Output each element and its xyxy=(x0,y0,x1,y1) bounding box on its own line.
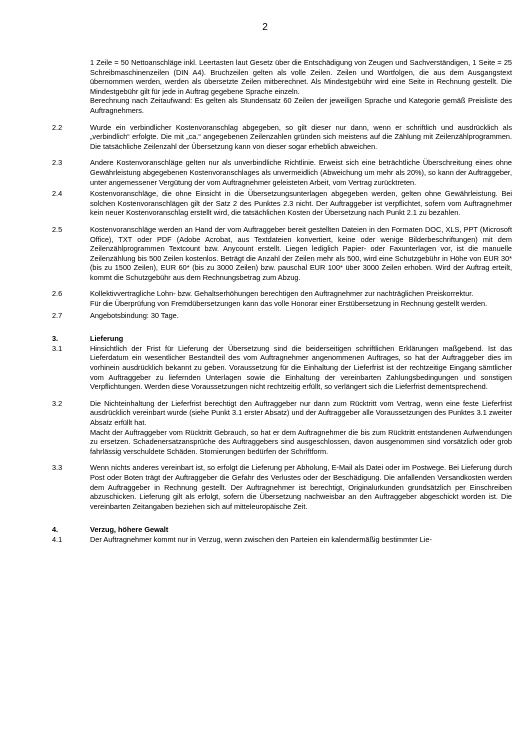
paragraph: Angebotsbindung: 30 Tage. xyxy=(90,310,179,320)
clause-number: 3.1 xyxy=(52,343,63,353)
clause-number: 2.2 xyxy=(52,122,63,132)
clause-3-1 xyxy=(52,344,512,392)
clause-number: 2.7 xyxy=(52,310,63,320)
paragraph: 1 Zeile = 50 Nettoanschläge inkl. Leertasten laut Gesetz über die Entschädigung von Zeugen und Sachverständigen, 1 Seite = 25 Schreibmaschinenzeilen (DIN A4). Bruchzeilen gelten als volle Zeilen. Zeilen und Wortfolgen, die aus dem Ausgangstext übernommen werden, werden als übersetzte Zeilen mitberechnet. Als Mindestgebühr wird eine Seite in Rechnung gestellt. Die Mindestgebühr gilt für jede in Auftrag gegebene Sprache einzeln. xyxy=(90,58,512,96)
paragraph: Berechnung nach Zeitaufwand: Es gelten als Stundensatz 60 Zeilen der jeweiligen Sprache und Kategorie gemäß Preisliste des Auftragnehmers. xyxy=(90,96,512,115)
paragraph: Der Auftragnehmer kommt nur in Verzug, wenn zwischen den Parteien ein kalendermäßig bestimmter Lie- xyxy=(90,534,432,544)
paragraph: Wenn nichts anderes vereinbart ist, so erfolgt die Lieferung per Abholung, E-Mail als Datei oder im Postwege. Bei Lieferung durch Post oder Boten trägt der Auftraggeber die Gefahr des Verlustes oder der Beschädigung. Die anfallenden Versandkosten werden dem Auftraggeber in Rechnung gestellt. Der Auftragnehmer ist berechtigt, Originalurkunden grundsätzlich per Einschreiben abzuschicken. Lieferung gilt als erfolgt, sofern die Übersetzung nachweisbar an den Auftraggeber abgeschickt worden ist. Die vereinbarten Zeitangaben beziehen sich auf mitteleuropäische Zeit. xyxy=(90,463,512,511)
intro-block xyxy=(52,58,512,116)
paragraph: Die Nichteinhaltung der Lieferfrist berechtigt den Auftraggeber nur dann zum Rücktritt vom Vertrag, wenn eine feste Lieferfrist ausdrücklich vereinbart wurde (siehe Punkt 3.1 erster Absatz) und der Auftraggeber alle Voraussetzungen des Punktes 3.1 zweiter Absatz erfüllt hat. xyxy=(90,398,512,427)
clause-number: 2.6 xyxy=(52,289,63,299)
clause-number: 3.3 xyxy=(52,463,63,473)
clause-2-7 xyxy=(52,311,512,321)
section-number: 3. xyxy=(52,334,59,344)
paragraph: Macht der Auftraggeber vom Rücktritt Gebrauch, so hat er dem Auftragnehmer die bis zum Rücktritt entstandenen Aufwendungen zu ersetzen. Schadenersatzansprüche des Auftraggebers sind ausgeschlossen, davon ausgenommen sind vorsätzlich oder grob fahrlässig verschuldete Schäden. Stornierungen bedürfen der Schriftform. xyxy=(90,427,512,456)
clause-2-5 xyxy=(52,225,512,283)
clause-number: 2.3 xyxy=(52,158,63,168)
clause-number: 2.4 xyxy=(52,189,63,199)
section-title: Lieferung xyxy=(90,334,124,344)
page-number: 2 xyxy=(262,22,268,33)
section-number: 4. xyxy=(52,525,59,535)
clause-2-2 xyxy=(52,123,512,152)
clause-3-3 xyxy=(52,463,512,511)
clause-2-4 xyxy=(52,189,512,218)
paragraph: Für die Überprüfung von Fremdübersetzungen kann das volle Honorar einer Erstübersetzung in Rechnung gestellt werden. xyxy=(90,299,488,309)
paragraph: Hinsichtlich der Frist für Lieferung der Übersetzung sind die beiderseitigen schriftlichen Erklärungen maßgebend. Ist das Lieferdatum ein wesentlicher Bestandteil des vom Auftragnehmer angenommenen Auftrages, so hat der Auftraggeber dies im vorhinein ausdrücklich bekannt zu geben. Voraussetzung für die Einhaltung der Lieferfrist ist der rechtzeitige Eingang sämtlicher vom Auftraggeber zu liefernden Unterlagen sowie die Einhaltung der vereinbarten Zahlungsbedingungen und sonstigen Verpflichtungen. Werden diese Voraussetzungen nicht rechtzeitig erfüllt, so verlängert sich die Lieferfrist dementsprechend. xyxy=(90,343,512,392)
document-body xyxy=(52,58,512,545)
clause-number: 3.2 xyxy=(52,398,63,408)
clause-4-1 xyxy=(52,535,512,545)
clause-3-2 xyxy=(52,399,512,457)
clause-number: 4.1 xyxy=(52,534,63,544)
paragraph: Kostenvoranschläge werden an Hand der vom Auftraggeber bereit gestellten Dateien in den Formaten DOC, XLS, PPT (Microsoft Office), TXT oder PDF (Adobe Acrobat, aus Textdateien konvertiert, keine oder wenige Bilderbeschriftungen) mit dem Zeilenzählprogrammen Textcount bzw. Anycount erstellt. Liegen lediglich Papier- oder Faxunterlagen vor, ist die manuelle Zeilenzählung bis 500 Zeilen kostenlos. Beträgt die Anzahl der Zeilen mehr als 500, wird eine Schutzgebühr in Höhe von EUR 30* (bis zu 1500 Zeilen), EUR 60* (bis zu 3000 Zeilen) bzw. pauschal EUR 100* über 3000 Zeilen erhoben. Wird der Auftrag erteilt, kommt die Schutzgebühr aus dem Rechnungsbetrag zum Abzug. xyxy=(90,224,512,282)
clause-number: 2.5 xyxy=(52,224,63,234)
clause-2-6 xyxy=(52,289,512,308)
paragraph: Andere Kostenvoranschläge gelten nur als unverbindliche Richtlinie. Erweist sich eine beträchtliche Überschreitung eines ohne Gewährleistung abgegebenen Kostenvoranschlages als unvermeidlich (Abweichung um mehr als 20%), so kann der Auftraggeber, unter angemessener Vergütung der vom Auftragnehmer geleisteten Arbeit, vom Vertrag zurücktreten. xyxy=(90,158,512,187)
section-heading-verzug xyxy=(52,525,512,535)
section-heading-lieferung xyxy=(52,334,512,344)
paragraph: Kollektivvertragliche Lohn- bzw. Gehaltserhöhungen berechtigen den Auftragnehmer zur nachträglichen Preiskorrektur. xyxy=(90,289,474,299)
paragraph: Wurde ein verbindlicher Kostenvoranschlag abgegeben, so gilt dieser nur dann, wenn er schriftlich und ausdrücklich als „verbindlich“ erfolgte. Die mit „ca.“ angegebenen Zeilenzahlen gründen sich meistens auf die Zählung mit Zeilenzählprogrammen. Die tatsächliche Zeilenzahl der Übersetzung kann von dieser sogar erheblich abweichen. xyxy=(90,122,512,151)
section-title: Verzug, höhere Gewalt xyxy=(90,525,169,535)
clause-2-3 xyxy=(52,158,512,187)
paragraph: Kostenvoranschläge, die ohne Einsicht in die Übersetzungsunterlagen abgegeben werden, gelten ohne Gewährleistung. Bei solchen Kostenvoranschlägen gilt der Satz 2 des Punktes 2.3 nicht. Der Auftraggeber ist verpflichtet, sofern vom Auftragnehmer kein neuer Kostenvoranschlag erstellt wird, die tatsächlichen Kosten der Übersetzung nach Punkt 2.1 zu bezahlen. xyxy=(90,189,512,218)
